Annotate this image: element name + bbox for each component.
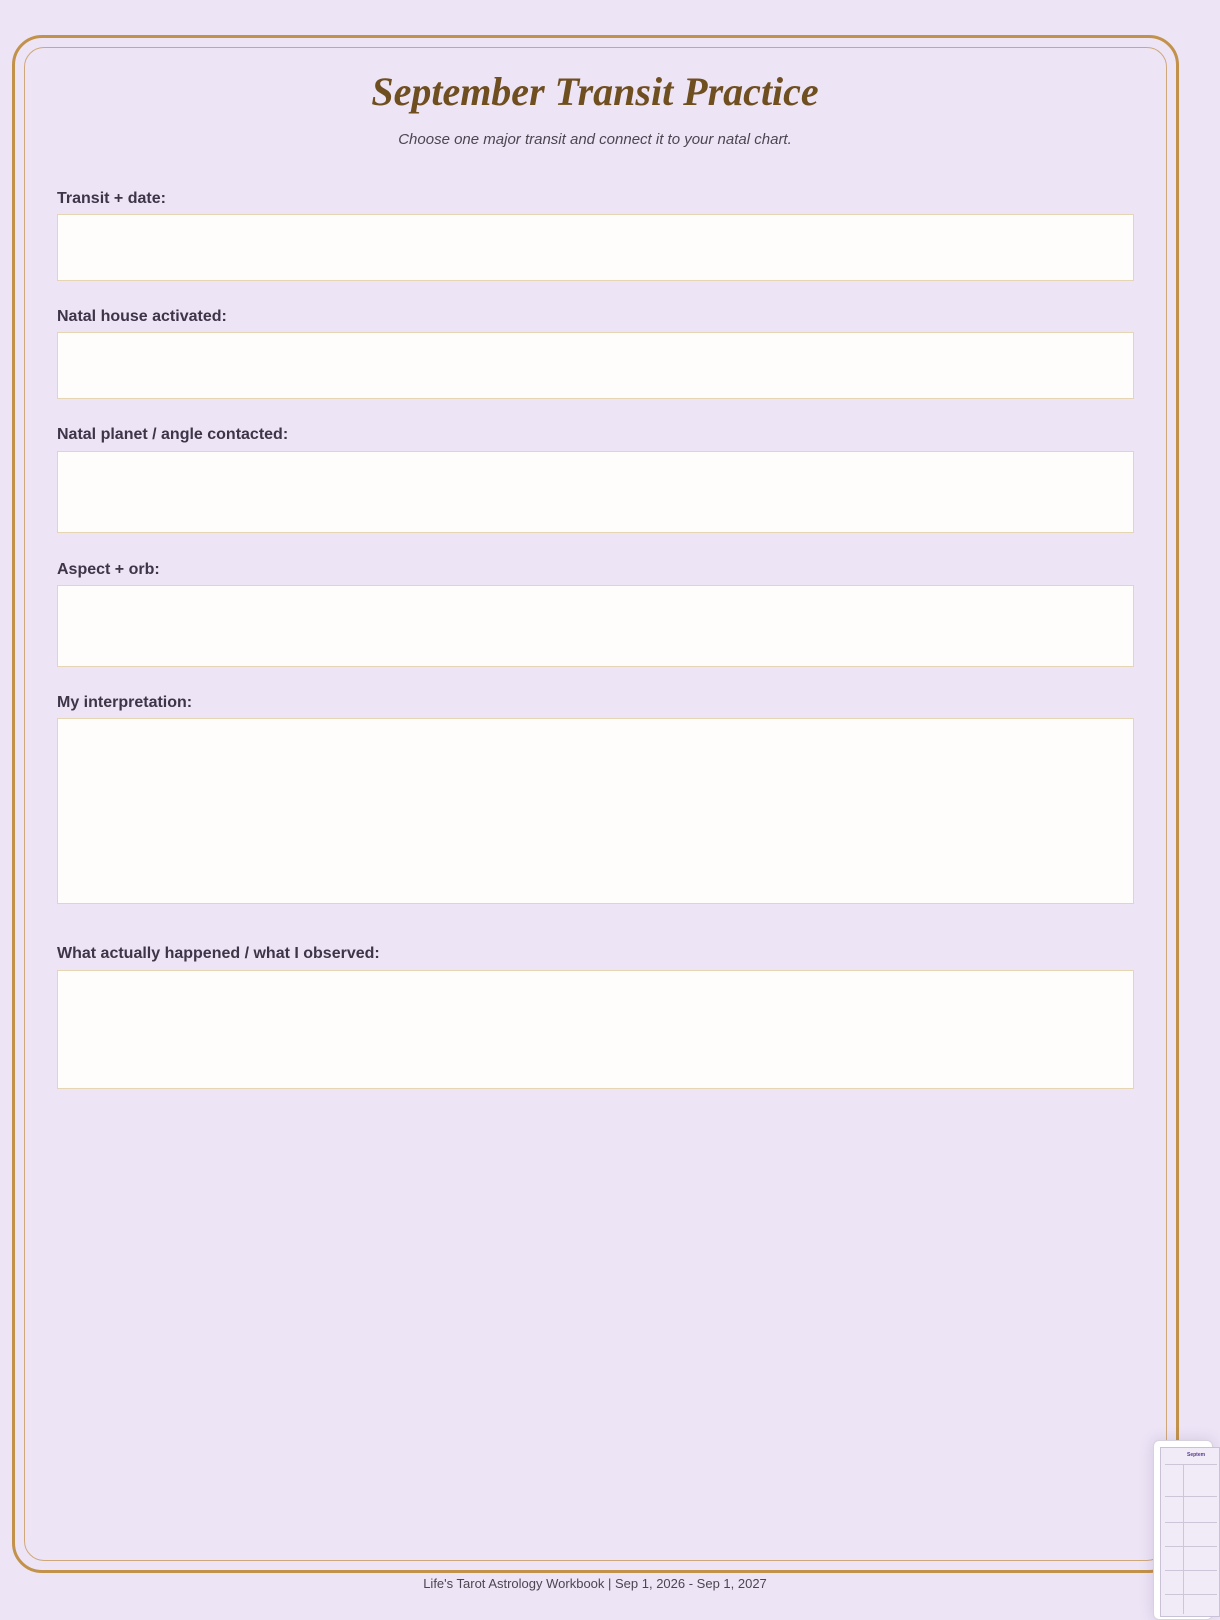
- thumbnail-divider: [1183, 1464, 1184, 1614]
- interpretation-field[interactable]: [57, 718, 1134, 904]
- observation-label: What actually happened / what I observed:: [57, 945, 380, 962]
- thumbnail-rule: [1165, 1594, 1217, 1595]
- thumbnail-title: Septem: [1187, 1452, 1206, 1458]
- page-title: September Transit Practice: [371, 69, 819, 114]
- thumbnail-rule: [1165, 1496, 1217, 1497]
- thumbnail-rule: [1165, 1522, 1217, 1523]
- transit-date-field[interactable]: [57, 214, 1134, 281]
- natal-house-label: Natal house activated:: [57, 308, 227, 325]
- thumbnail-rule: [1165, 1570, 1217, 1571]
- page-footer: Life's Tarot Astrology Workbook | Sep 1, 2026 - Sep 1, 2027: [423, 1576, 767, 1591]
- page-thumbnail[interactable]: [1153, 1440, 1213, 1620]
- page-subtitle: Choose one major transit and connect it to your natal chart.: [398, 131, 792, 148]
- natal-planet-label: Natal planet / angle contacted:: [57, 426, 289, 443]
- thumbnail-rule: [1165, 1546, 1217, 1547]
- transit-date-label: Transit + date:: [57, 190, 166, 207]
- thumbnail-rule: [1165, 1464, 1217, 1465]
- thumbnail-page: [1160, 1447, 1220, 1617]
- interpretation-label: My interpretation:: [57, 694, 193, 711]
- natal-planet-field[interactable]: [57, 451, 1134, 533]
- aspect-orb-label: Aspect + orb:: [57, 561, 160, 578]
- aspect-orb-field[interactable]: [57, 585, 1134, 667]
- natal-house-field[interactable]: [57, 332, 1134, 399]
- observation-field[interactable]: [57, 970, 1134, 1089]
